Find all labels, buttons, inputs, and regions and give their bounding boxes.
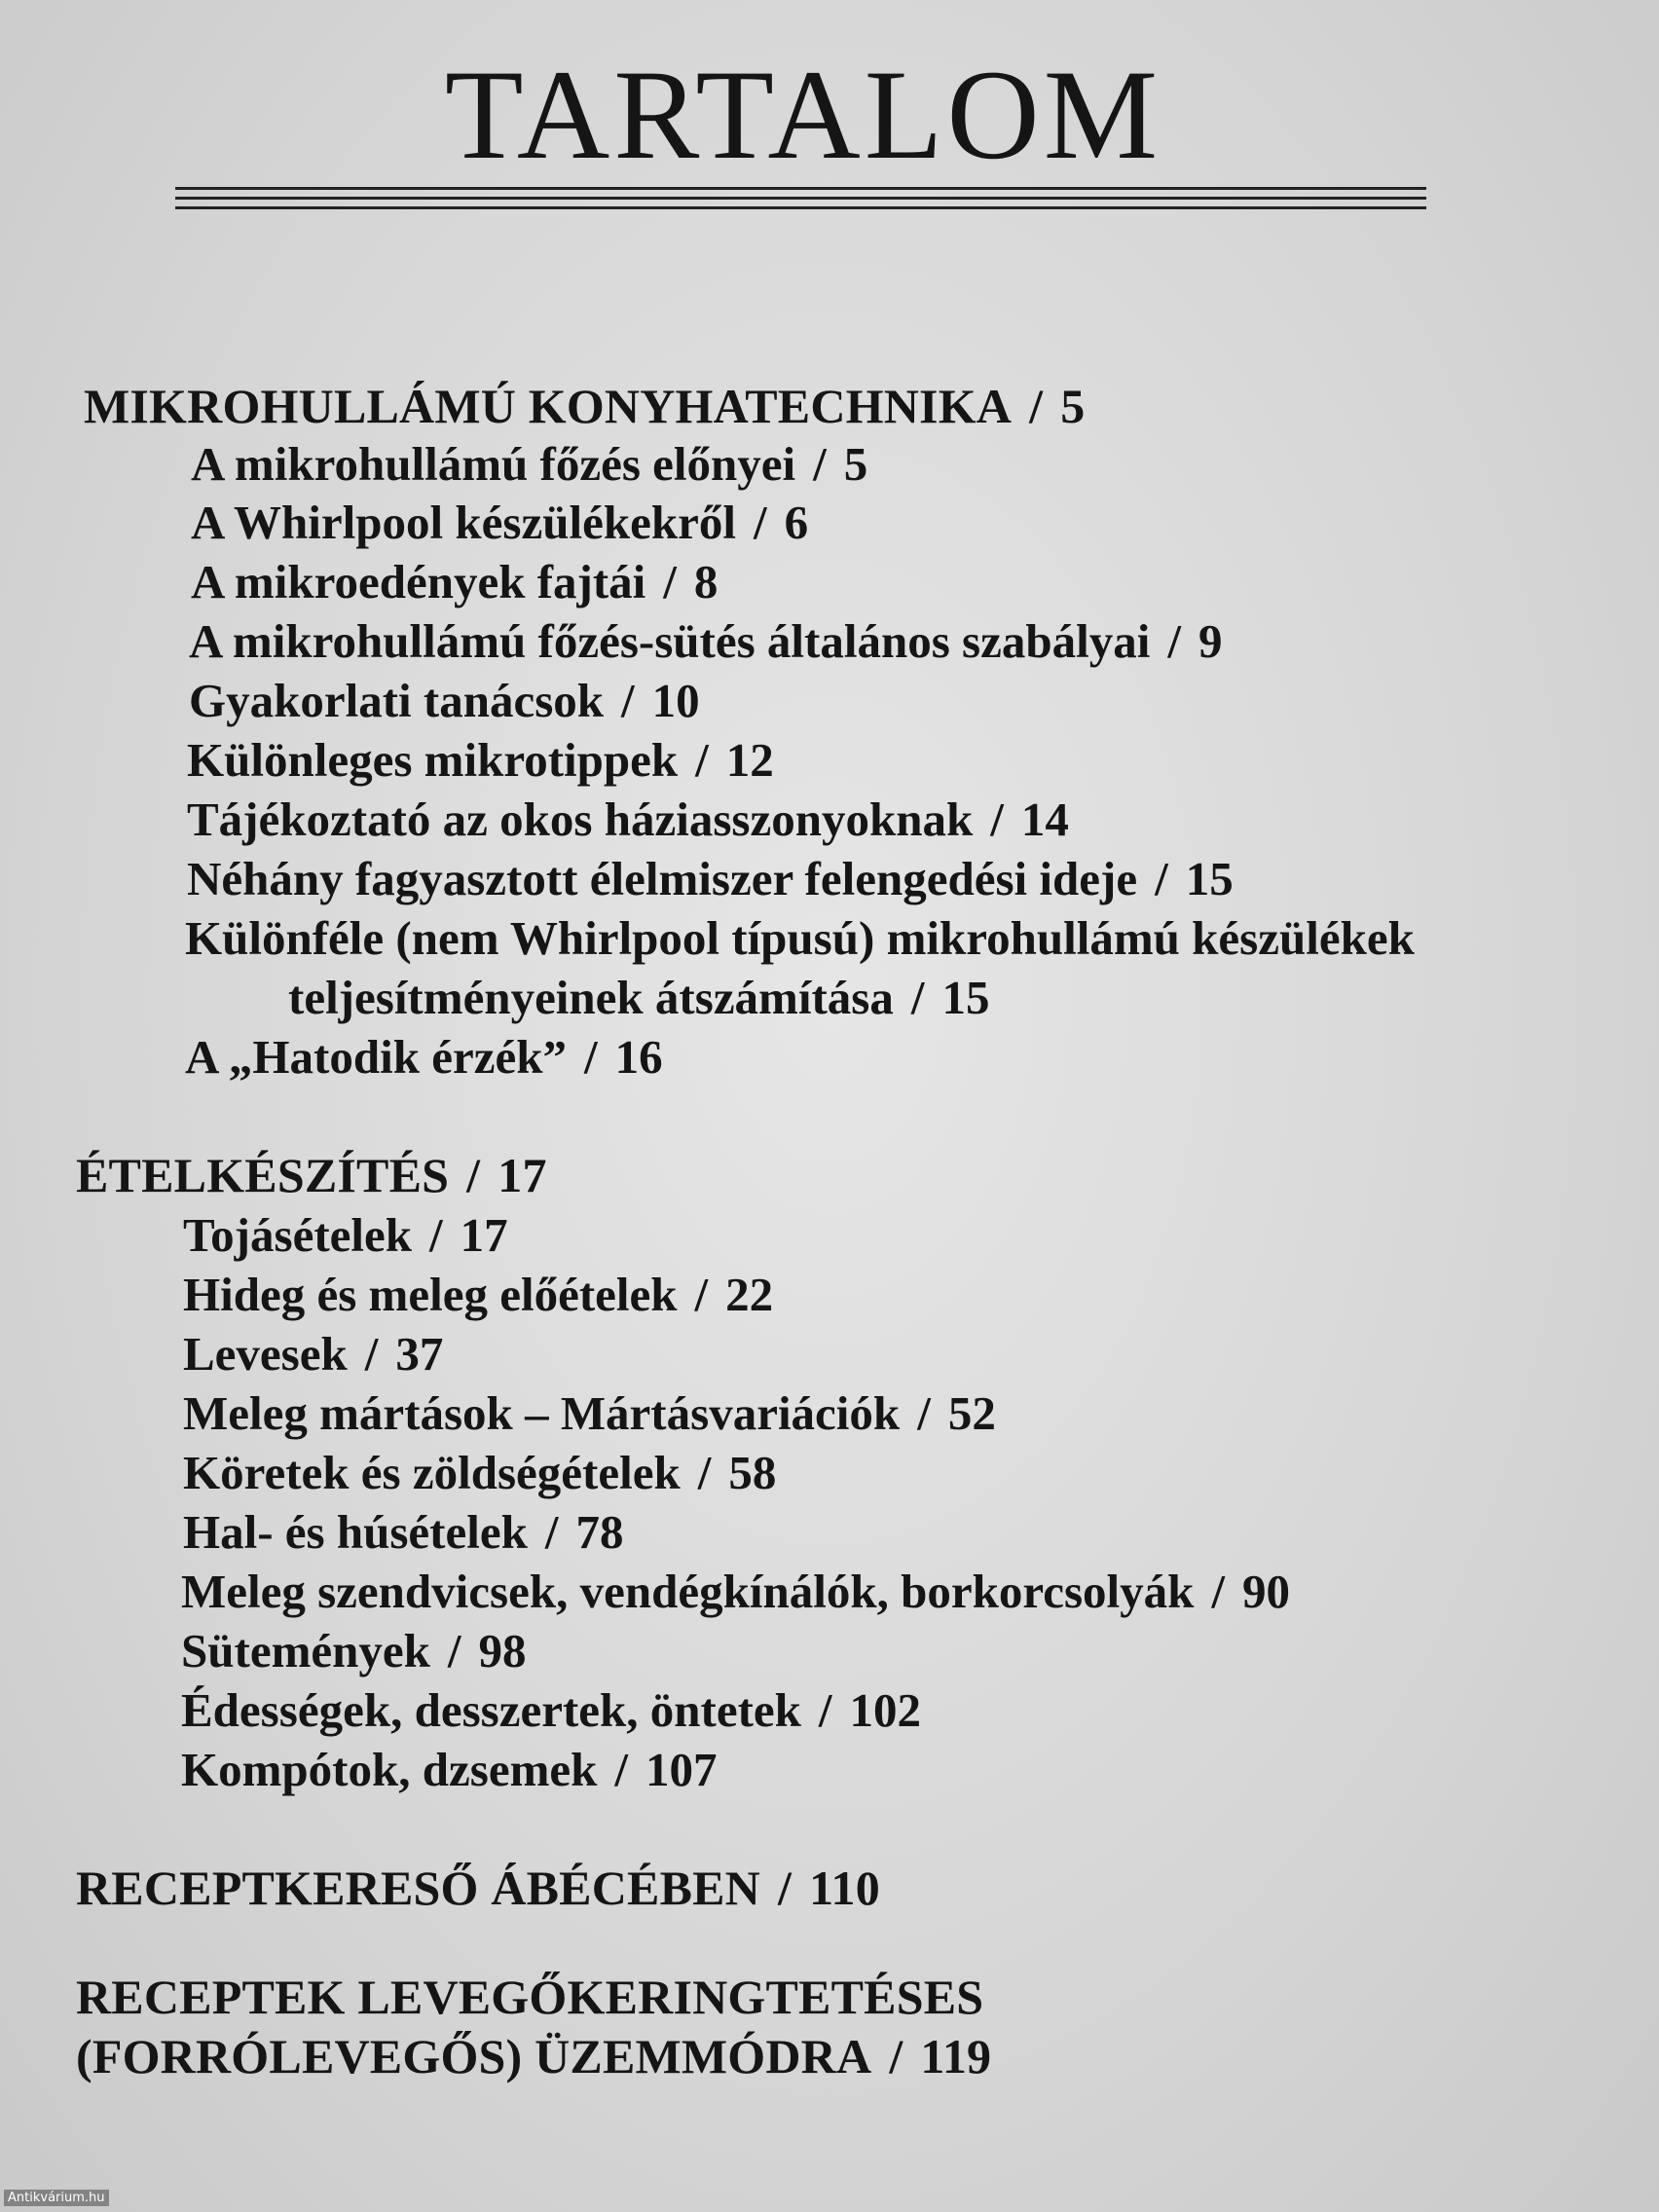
toc-separator: /: [889, 2029, 903, 2083]
toc-item[interactable]: [181, 1683, 922, 1737]
toc-separator: /: [990, 793, 1004, 846]
toc-item-label: Meleg mártások – Mártásvariációk: [183, 1386, 901, 1440]
toc-page-number: 5: [1060, 379, 1086, 433]
toc-item[interactable]: [187, 793, 1069, 846]
toc-page-number: 16: [614, 1030, 663, 1084]
toc-item[interactable]: [183, 1327, 444, 1381]
toc-page-number: 78: [575, 1505, 624, 1559]
toc-page-number: 12: [725, 733, 774, 787]
toc-separator: /: [429, 1208, 443, 1262]
toc-separator: /: [697, 1446, 712, 1499]
toc-page-number: 17: [460, 1208, 508, 1262]
toc-separator: /: [1155, 852, 1168, 905]
toc-section[interactable]: [76, 1148, 547, 1202]
toc-page-number: 102: [849, 1683, 922, 1737]
toc-item[interactable]: [183, 1505, 624, 1559]
toc-item[interactable]: [189, 614, 1223, 668]
toc-item-label: A mikroedények fajtái: [191, 555, 646, 608]
toc-item[interactable]: [183, 1446, 777, 1499]
toc-item-label: Kompótok, dzsemek: [181, 1743, 598, 1796]
toc-item[interactable]: [185, 1030, 663, 1084]
toc-separator: /: [544, 1505, 559, 1559]
toc-page-number: 37: [395, 1327, 444, 1381]
toc-item-label: Hideg és meleg előételek: [183, 1268, 678, 1321]
toc-item[interactable]: [187, 852, 1234, 905]
toc-section-label: (FORRÓLEVEGŐS) ÜZEMMÓDRA: [76, 2029, 872, 2083]
toc-page-number: 119: [920, 2029, 992, 2083]
toc-item-label: A Whirlpool készülékekről: [191, 496, 736, 549]
toc-page-number: 90: [1242, 1565, 1291, 1618]
toc-section-label: RECEPTEK LEVEGŐKERINGTETÉSES: [76, 1970, 984, 2024]
toc-separator: /: [818, 1683, 832, 1737]
toc-item[interactable]: [183, 1386, 996, 1440]
toc-separator: /: [583, 1030, 598, 1084]
toc-separator: /: [694, 1268, 709, 1321]
toc-page-number: 14: [1020, 793, 1069, 846]
toc-page-number: 9: [1198, 614, 1223, 668]
toc-page-number: 5: [843, 437, 868, 491]
toc-page-number: 52: [947, 1386, 996, 1440]
toc-item-label: Köretek és zöldségételek: [183, 1446, 681, 1499]
toc-item[interactable]: [183, 1268, 774, 1321]
toc-item[interactable]: [191, 555, 719, 608]
toc-page-number: 17: [498, 1148, 547, 1202]
toc-separator: /: [447, 1624, 461, 1677]
page-title: TARTALOM: [444, 43, 1162, 186]
toc-item-label: Tojásételek: [183, 1208, 412, 1262]
toc-item[interactable]: [181, 1743, 718, 1796]
toc-section-label: RECEPTKERESŐ ÁBÉCÉBEN: [76, 1861, 760, 1915]
toc-item[interactable]: [185, 911, 1415, 965]
toc-item-label: A „Hatodik érzék”: [185, 1030, 567, 1084]
toc-separator: /: [621, 674, 635, 727]
toc-item-label: Néhány fagyasztott élelmiszer felengedési ideje: [187, 852, 1138, 905]
toc-separator: /: [614, 1743, 629, 1796]
toc-item-label: Meleg szendvicsek, vendégkínálók, borkorcsolyák: [181, 1565, 1195, 1618]
toc-section-continuation[interactable]: [76, 2029, 992, 2083]
toc-separator: /: [777, 1861, 793, 1915]
toc-item[interactable]: [187, 733, 774, 787]
toc-item-continuation[interactable]: [288, 971, 990, 1024]
toc-separator: /: [663, 555, 677, 608]
toc-item-label: Sütemények: [181, 1624, 430, 1677]
toc-page-number: 110: [809, 1861, 880, 1915]
toc-item[interactable]: [189, 674, 700, 727]
toc-item-label: Tájékoztató az okos háziasszonyoknak: [187, 793, 974, 846]
toc-section[interactable]: [76, 1861, 880, 1915]
toc-separator: /: [753, 496, 767, 549]
toc-separator: /: [695, 733, 709, 787]
toc-page-number: 6: [784, 496, 809, 549]
toc-section-label: ÉTELKÉSZÍTÉS: [76, 1148, 450, 1202]
toc-separator: /: [466, 1148, 481, 1202]
toc-item[interactable]: [191, 496, 809, 549]
toc-page-number: 22: [725, 1268, 774, 1321]
toc-page-number: 107: [645, 1743, 718, 1796]
toc-page-number: 8: [693, 555, 719, 608]
toc-separator: /: [1167, 614, 1181, 668]
toc-section[interactable]: [76, 1970, 984, 2024]
toc-separator: /: [917, 1386, 931, 1440]
toc-item[interactable]: [181, 1624, 527, 1677]
toc-page-number: 15: [1185, 852, 1234, 905]
toc-item-label: Levesek: [183, 1327, 348, 1381]
toc-item-label: Gyakorlati tanácsok: [189, 674, 605, 727]
toc-item-label: A mikrohullámú főzés előnyei: [191, 437, 796, 491]
toc-item-label: Hal- és húsételek: [183, 1505, 528, 1559]
toc-item[interactable]: [183, 1208, 508, 1262]
toc-item-label: Különleges mikrotippek: [187, 733, 679, 787]
toc-page-number: 10: [651, 674, 700, 727]
toc-page-number: 98: [478, 1624, 527, 1677]
toc-page-number: 15: [941, 971, 990, 1024]
watermark-label: Antikvárium.hu: [4, 2190, 109, 2206]
toc-item-label: Különféle (nem Whirlpool típusú) mikrohullámú készülékek: [185, 911, 1415, 965]
toc-item-label: teljesítményeinek átszámítása: [288, 971, 894, 1024]
toc-item[interactable]: [191, 437, 868, 491]
toc-separator: /: [910, 971, 925, 1024]
toc-item-label: Édességek, desszertek, öntetek: [181, 1683, 801, 1737]
toc-separator: /: [813, 437, 827, 491]
toc-separator: /: [1211, 1565, 1226, 1618]
toc-section[interactable]: [84, 379, 1086, 433]
toc-item[interactable]: [181, 1565, 1291, 1618]
toc-item-label: A mikrohullámú főzés-sütés általános szabályai: [189, 614, 1151, 668]
toc-separator: /: [364, 1327, 379, 1381]
toc-separator: /: [1029, 379, 1044, 433]
toc-section-label: MIKROHULLÁMÚ KONYHATECHNIKA: [84, 379, 1013, 433]
toc-page-number: 58: [728, 1446, 777, 1499]
